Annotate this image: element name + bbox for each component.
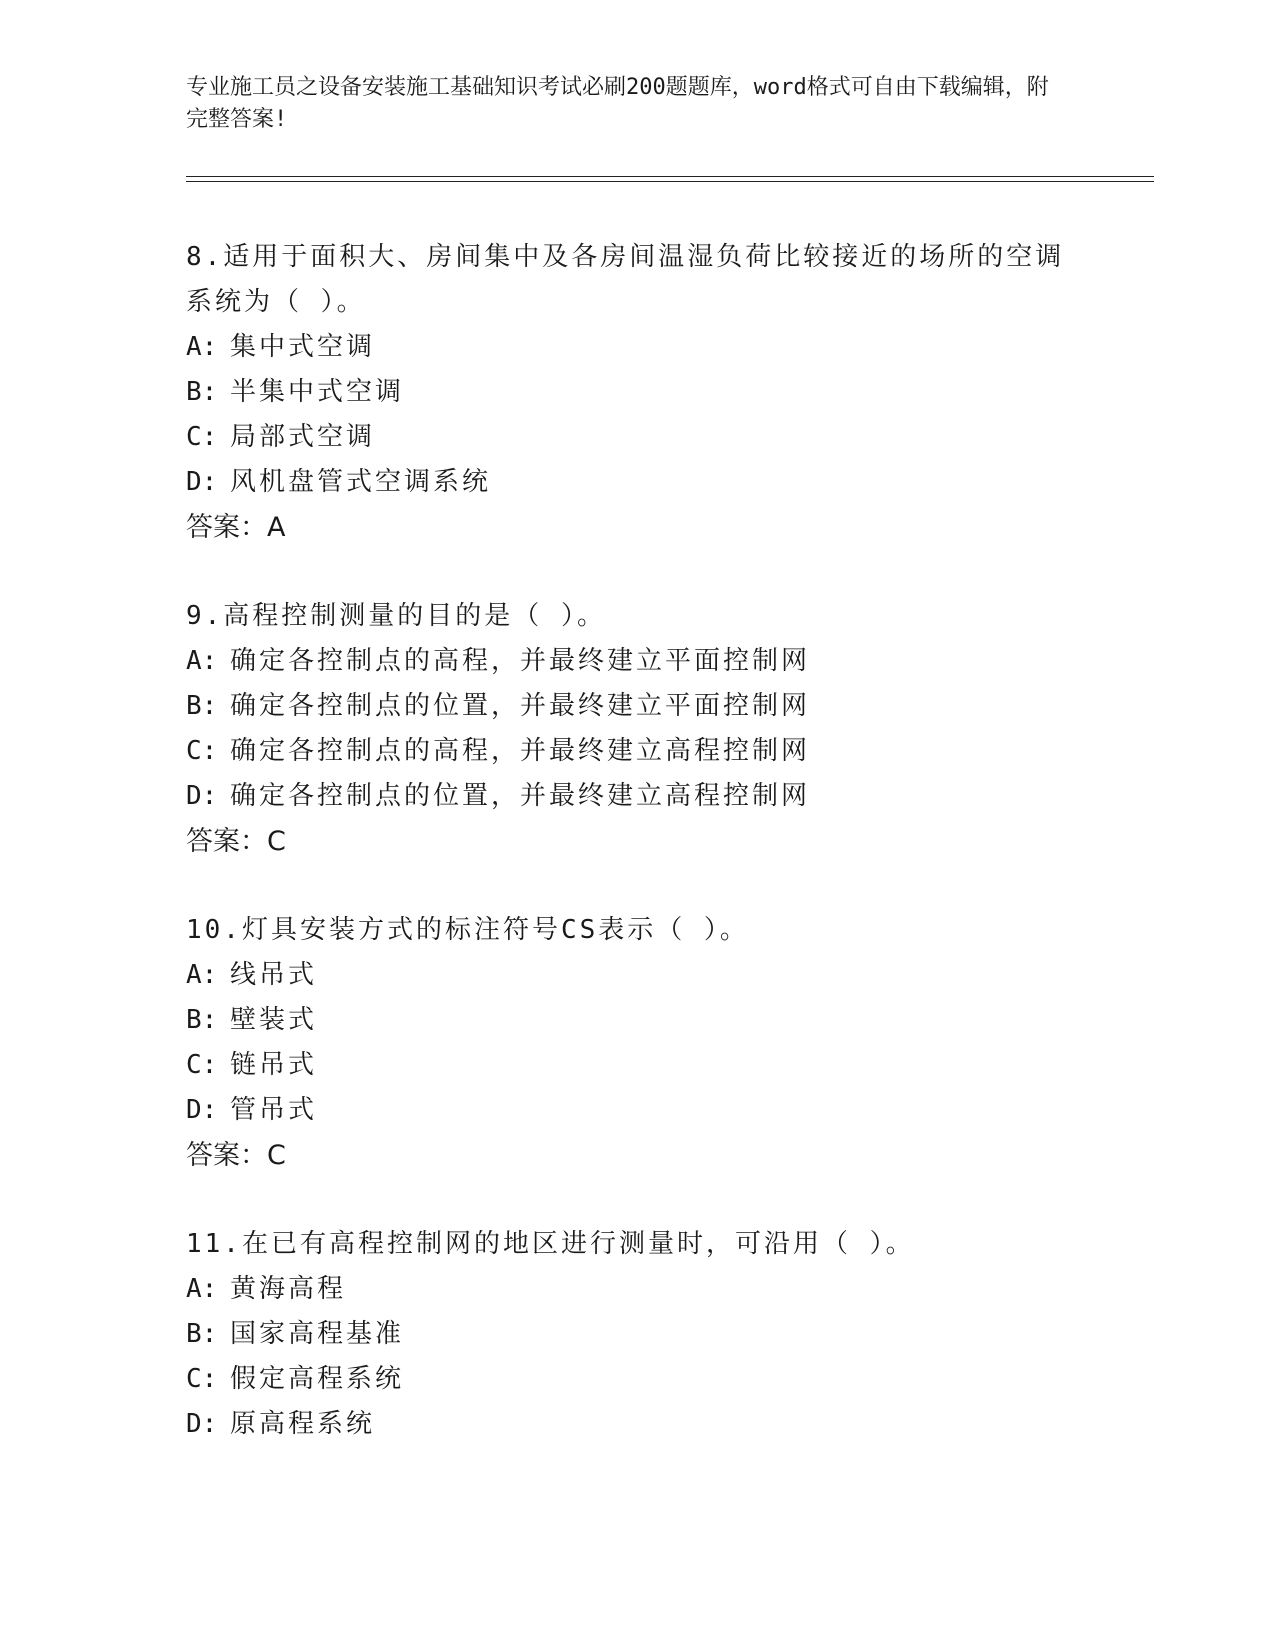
option-c xyxy=(186,1357,1086,1402)
option-text: 确定各控制点的位置，并最终建立平面控制网 xyxy=(230,691,811,721)
option-text: 链吊式 xyxy=(230,1050,318,1080)
option-letter: B: xyxy=(186,1005,218,1035)
question-text: 10.灯具安装方式的标注符号CS表示（ ）。 xyxy=(186,915,749,945)
option-letter: D: xyxy=(186,1409,218,1439)
answer-label: 答案：C xyxy=(186,1140,286,1171)
option-c xyxy=(186,1043,1086,1088)
option-text: 确定各控制点的位置，并最终建立高程控制网 xyxy=(230,781,811,811)
header-rule-top xyxy=(186,176,1154,177)
answer-label: 答案：A xyxy=(186,512,286,543)
option-letter: B: xyxy=(186,377,218,407)
option-text: 线吊式 xyxy=(230,960,318,990)
option-text: 壁装式 xyxy=(230,1005,318,1035)
option-text: 确定各控制点的高程，并最终建立高程控制网 xyxy=(230,736,811,766)
option-text: 半集中式空调 xyxy=(230,377,405,407)
option-text: 假定高程系统 xyxy=(230,1364,405,1394)
option-a xyxy=(186,1267,1086,1312)
option-d xyxy=(186,460,1086,505)
option-letter: A: xyxy=(186,960,218,990)
option-b xyxy=(186,370,1086,415)
question-list xyxy=(186,235,1086,1490)
question-9 xyxy=(186,594,1086,865)
option-d xyxy=(186,1402,1086,1447)
header-rule-bottom xyxy=(186,181,1154,182)
option-text: 黄海高程 xyxy=(230,1274,347,1304)
question-11 xyxy=(186,1222,1086,1447)
option-text: 原高程系统 xyxy=(230,1409,376,1439)
option-b xyxy=(186,998,1086,1043)
option-b xyxy=(186,684,1086,729)
option-b xyxy=(186,1312,1086,1357)
option-letter: D: xyxy=(186,781,218,811)
question-10 xyxy=(186,908,1086,1179)
option-text: 国家高程基准 xyxy=(230,1319,405,1349)
question-text: 8.适用于面积大、房间集中及各房间温湿负荷比较接近的场所的空调系统为（ ）。 xyxy=(186,242,1065,317)
option-letter: C: xyxy=(186,736,218,766)
option-letter: C: xyxy=(186,422,218,452)
option-a xyxy=(186,639,1086,684)
option-c xyxy=(186,729,1086,774)
option-letter: C: xyxy=(186,1364,218,1394)
question-text: 9.高程控制测量的目的是（ ）。 xyxy=(186,601,606,631)
option-d xyxy=(186,1088,1086,1133)
option-letter: B: xyxy=(186,691,218,721)
page-header: 专业施工员之设备安装施工基础知识考试必刷200题题库，word格式可自由下载编辑，附完整答案! xyxy=(186,75,1049,132)
option-a xyxy=(186,953,1086,998)
option-letter: A: xyxy=(186,332,218,362)
option-letter: D: xyxy=(186,1095,218,1125)
option-c xyxy=(186,415,1086,460)
option-text: 管吊式 xyxy=(230,1095,318,1125)
option-text: 集中式空调 xyxy=(230,332,376,362)
option-letter: A: xyxy=(186,646,218,676)
option-text: 风机盘管式空调系统 xyxy=(230,467,492,497)
option-letter: C: xyxy=(186,1050,218,1080)
option-text: 局部式空调 xyxy=(230,422,376,452)
question-text: 11.在已有高程控制网的地区进行测量时，可沿用（ ）。 xyxy=(186,1229,915,1259)
answer-label: 答案：C xyxy=(186,826,286,857)
option-text: 确定各控制点的高程，并最终建立平面控制网 xyxy=(230,646,811,676)
question-8 xyxy=(186,235,1086,551)
option-letter: B: xyxy=(186,1319,218,1349)
option-d xyxy=(186,774,1086,819)
option-letter: A: xyxy=(186,1274,218,1304)
option-a xyxy=(186,325,1086,370)
option-letter: D: xyxy=(186,467,218,497)
